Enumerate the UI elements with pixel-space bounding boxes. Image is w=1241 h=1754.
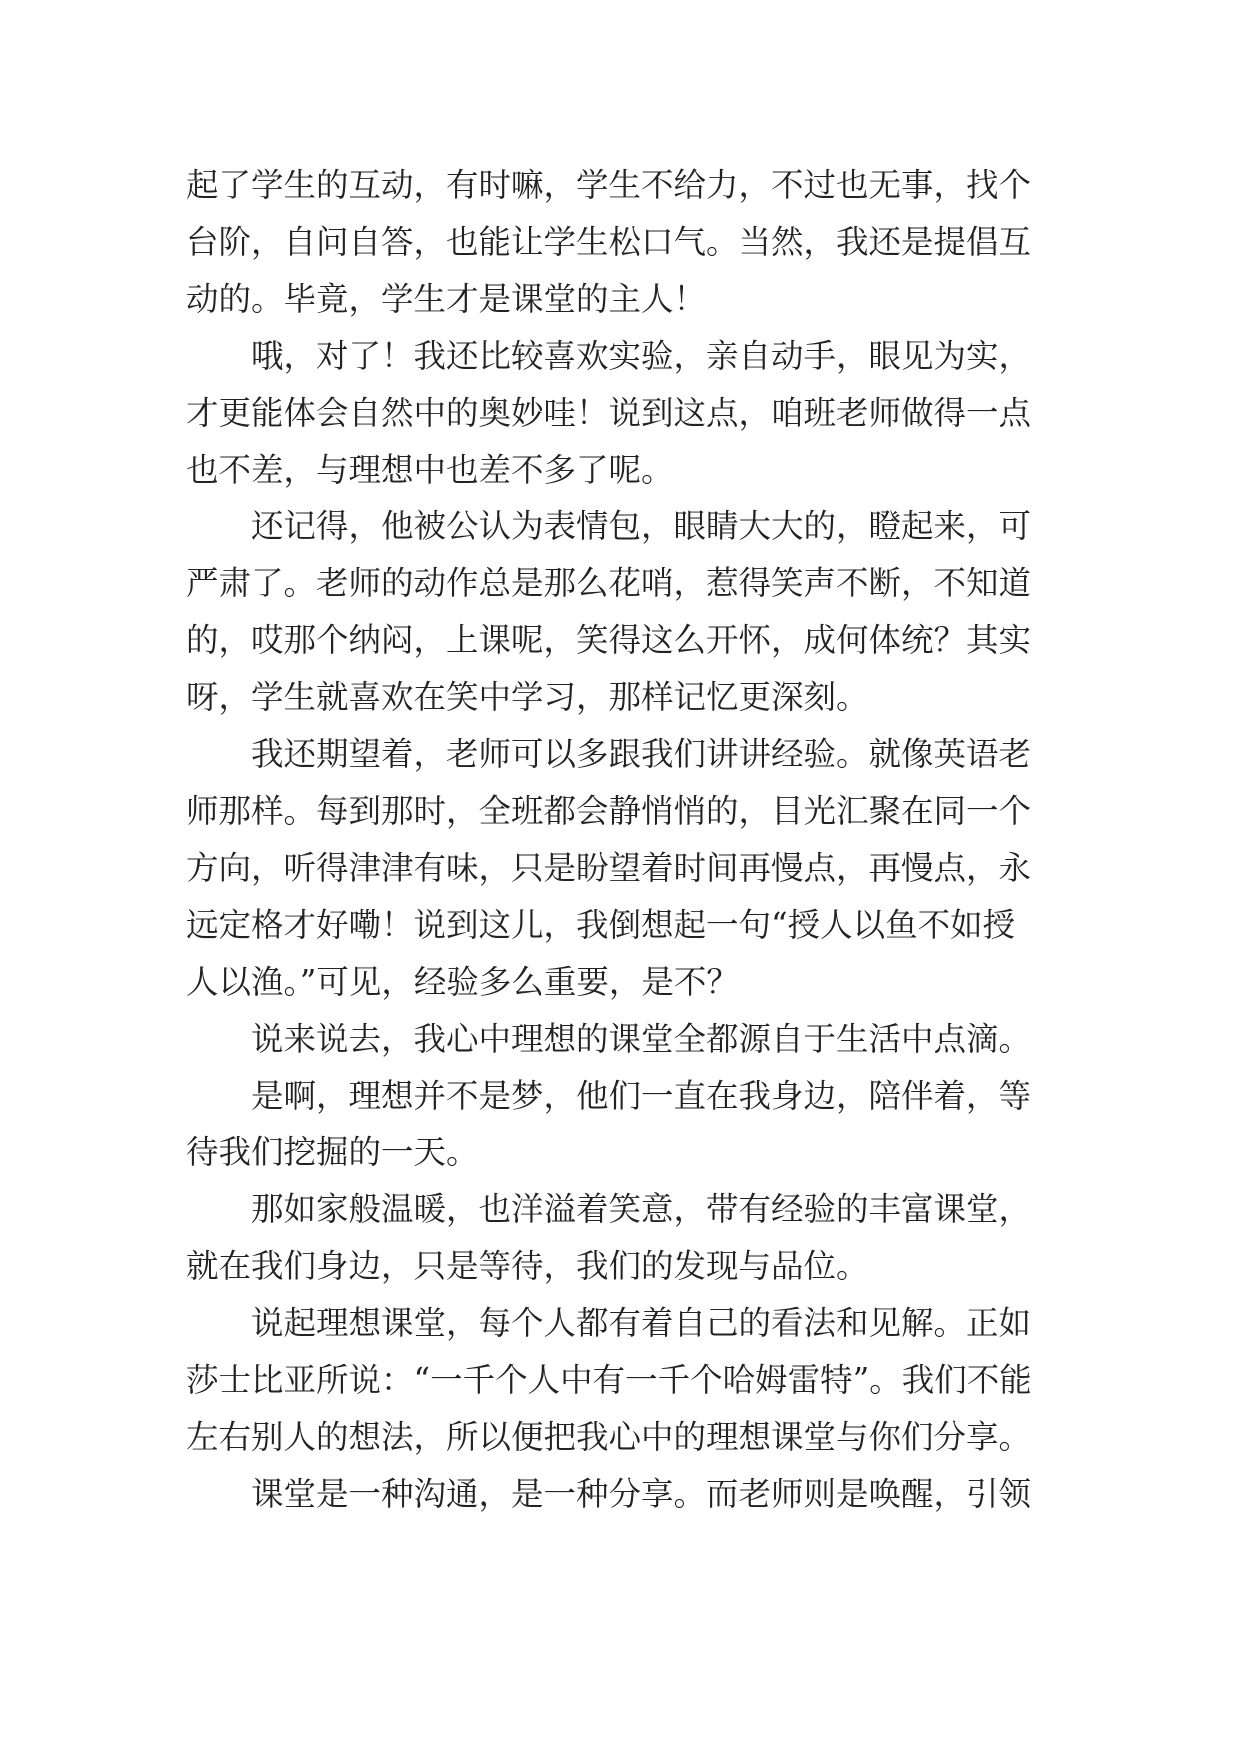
paragraph-7: 那如家般温暖，也洋溢着笑意，带有经验的丰富课堂， 就在我们身边，只是等待，我们的发现与品位。 [186, 1190, 1032, 1286]
paragraph-4: 我还期望着，老师可以多跟我们讲讲经验。就像英语老 师那样。每到那时，全班都会静悄悄的，目光汇聚在同一个 方向，听得津津有味，只是盼望着时间再慢点，再慢点，永 远定格才好嘞！说到这儿，我倒想起一句“授人以鱼不如授 人以渔。”可见，经验多么重要，是不？ [186, 735, 1032, 1001]
paragraph-1: 起了学生的互动，有时嘛，学生不给力，不过也无事，找个 台阶，自问自答，也能让学生松口气。当然，我还是提倡互 动的。毕竟，学生才是课堂的主人！ [186, 166, 1032, 318]
paragraph-3: 还记得，他被公认为表情包，眼睛大大的，瞪起来，可 严肃了。老师的动作总是那么花哨，惹得笑声不断，不知道 的，哎那个纳闷，上课呢，笑得这么开怀，成何体统？其实 呀，学生就喜欢在笑中学习，那样记忆更深刻。 [186, 507, 1032, 717]
document-body [186, 157, 1066, 1523]
paragraph-8: 说起理想课堂，每个人都有着自己的看法和见解。正如 莎士比亚所说：“一千个人中有一千个哈姆雷特”。我们不能 左右别人的想法，所以便把我心中的理想课堂与你们分享。 [186, 1304, 1032, 1456]
paragraph-6: 是啊，理想并不是梦，他们一直在我身边，陪伴着，等 待我们挖掘的一天。 [186, 1076, 1032, 1172]
paragraph-2: 哦，对了！我还比较喜欢实验，亲自动手，眼见为实， 才更能体会自然中的奥妙哇！说到这点，咱班老师做得一点 也不差，与理想中也差不多了呢。 [186, 336, 1032, 489]
paragraph-5: 说来说去，我心中理想的课堂全都源自于生活中点滴。 [251, 1019, 1032, 1058]
paragraph-9: 课堂是一种沟通，是一种分享。而老师则是唤醒，引领 [251, 1474, 1032, 1513]
